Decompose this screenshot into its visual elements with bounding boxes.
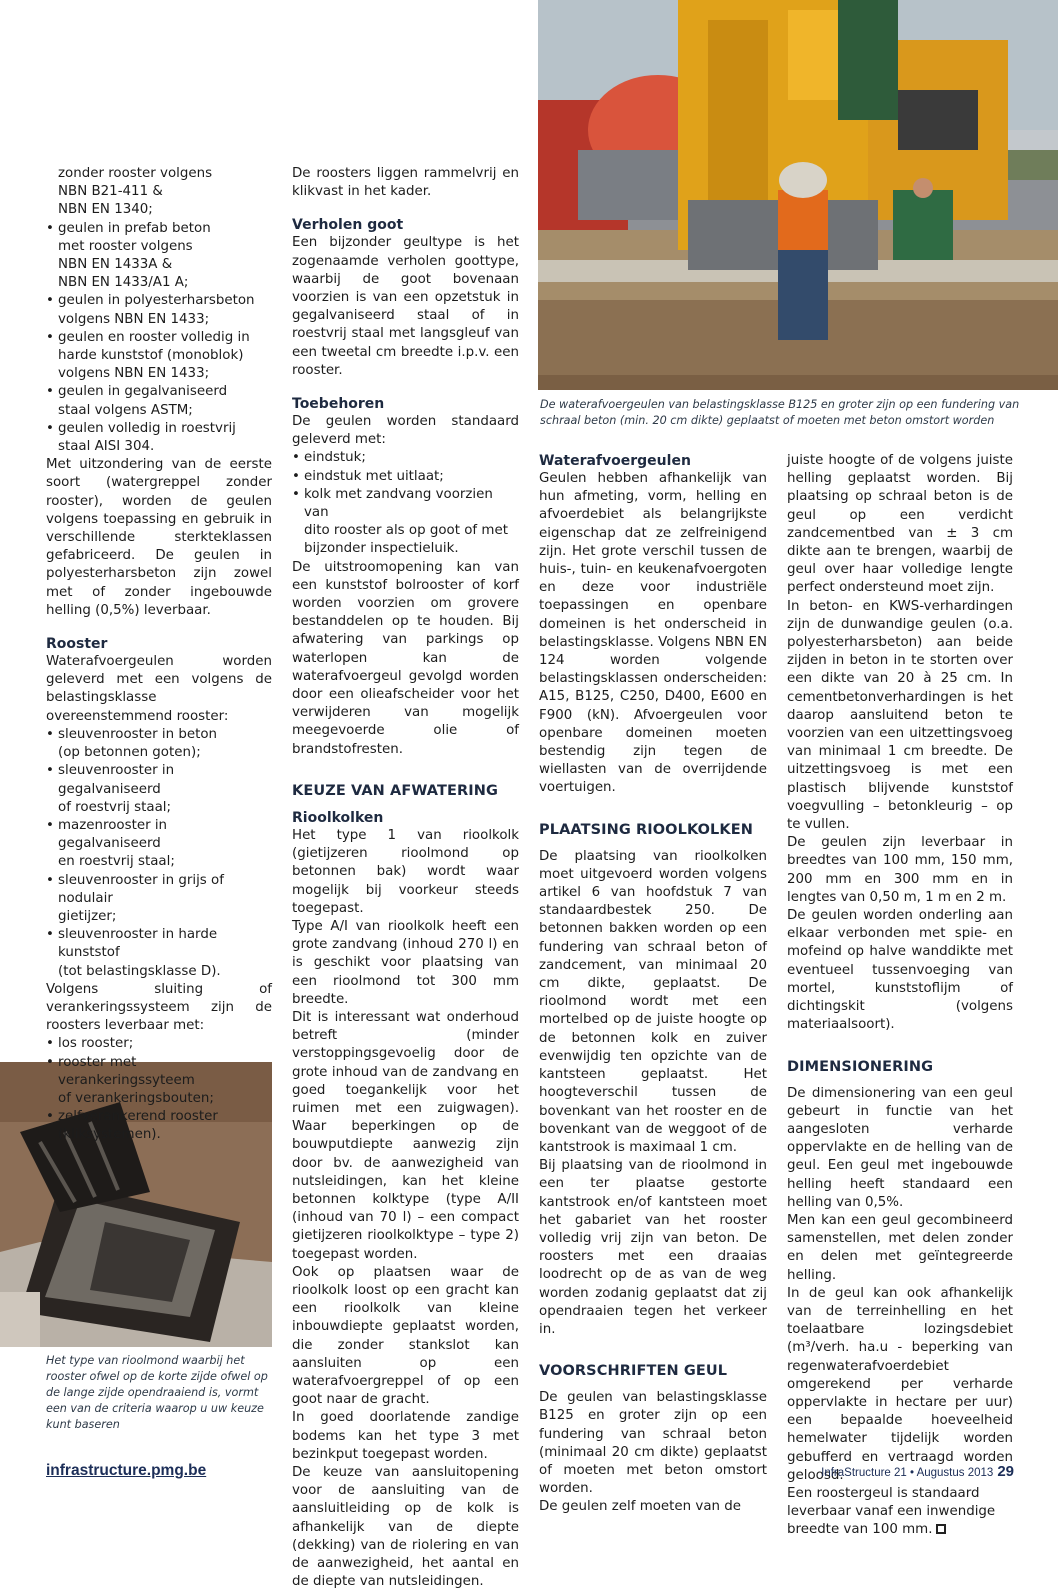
list-item: • sleuvenrooster in gegalvaniseerd of roestvrij staal;: [46, 762, 272, 817]
website-link[interactable]: infrastructure.pmg.be: [46, 1462, 207, 1479]
body-paragraph: In beton- en KWS-verhardingen zijn de dunwandige geulen (o.a. polyesterharsbeton) aan beide zijden in beton in te storten over een dikte van 20 à 25 cm. In cementbetonverhardingen is het daarop aansluitend beton te voorzien van een uitzettingsvoeg van minimaal 1 cm breedte. De uitzettingsvoeg is met een plastisch blijvende kunststof voegvulling – betonkleurig – op te vullen.: [787, 598, 1013, 833]
list-item: • geulen in prefab beton met rooster volgens NBN EN 1433A & NBN EN 1433/A1 A;: [46, 220, 272, 293]
body-paragraph: De dimensionering van een geul gebeurt in functie van het aangesloten verharde oppervlakte en de helling van de geul. Een geul met ingebouwde helling heeft standaard een helling van 0,5%.: [787, 1085, 1013, 1210]
issue-label: InfraStructure 21 • Augustus 2013: [821, 1467, 994, 1479]
product-list: [46, 220, 272, 457]
list-item: • eindstuk met uitlaat;: [292, 468, 519, 486]
column-1: [46, 165, 272, 1145]
list-item: • sleuvenrooster in harde kunststof (tot belastingsklasse D).: [46, 926, 272, 981]
list-item: • geulen en rooster volledig in harde kunststof (monoblok) volgens NBN EN 1433;: [46, 329, 272, 384]
list-item: • geulen in polyesterharsbeton volgens NBN EN 1433;: [46, 292, 272, 328]
list-item: • kolk met zandvang voorzien van dito rooster als op goot of met bijzonder inspectieluik.: [292, 486, 519, 559]
rooster-list: [46, 726, 272, 981]
body-paragraph: juiste hoogte of de volgens juiste helling geplaatst worden. Bij plaatsing op schraal beton is de geul op een verdicht zandcementbed van ± 3 cm dikte aan te brengen, waarbij de geul over haar volledige lengte perfect ondersteund moet zijn.: [787, 453, 1013, 596]
photo-caption-top: De waterafvoergeulen van belastingsklasse B125 en groter zijn op een fundering van schraal beton (min. 20 cm dikte) geplaatst of moeten met beton omstort worden: [540, 398, 1020, 427]
list-item: • sleuvenrooster in grijs of nodulair gietijzer;: [46, 872, 272, 927]
section-heading-rooster: Rooster: [46, 636, 108, 653]
sluiting-list: [46, 1035, 272, 1144]
text-line: zonder rooster volgens: [58, 166, 213, 181]
column-3: [539, 452, 767, 1517]
body-paragraph: De geulen worden standaard geleverd met:: [292, 414, 519, 448]
body-paragraph: Dit is interessant wat onderhoud betreft (minder verstoppingsgevoelig door de grote inhoud van de zandvang en goed toegankelijk voor het ruimen met een zuigwagen). Waar beperkingen op de bouwputdiepte aanwezig zijn door bv. de aanwezigheid van nutsleidingen, kan het kleine betonnen kolktype (type A/II (inhoud van 70 l) – een compact gietijzeren rioolkolktype – type 2) toegepast worden.: [292, 1009, 519, 1262]
body-paragraph: De geulen van belastingsklasse B125 en groter zijn op een fundering van schraal beton (minimaal 20 cm dikte) geplaatst of moeten met beton omstort worden.: [539, 1390, 767, 1497]
photo-caption-bottom: Het type van rioolmond waarbij het rooster ofwel op de korte zijde ofwel op de lange zijde opendraaiend is, vormt een van de criteria waarop u uw keuze kunt baseren: [46, 1354, 268, 1431]
body-paragraph: Waterafvoergeulen worden geleverd met een volgens de belastingsklasse overeenstemmend rooster:: [46, 654, 272, 724]
section-heading-dimensionering: DIMENSIONERING: [787, 1058, 934, 1075]
section-heading-keuze-van-afwatering: KEUZE VAN AFWATERING: [292, 782, 498, 799]
body-paragraph: Ook op plaatsen waar de rioolkolk loost op een gracht kan een rioolkolk van kleine inbouwdiepte geplaatst worden, die zonder stankslot kan aansluiten op een waterafvoergreppel of op een goot naar de gracht.: [292, 1264, 519, 1408]
body-text: Een roostergeul is standaard leverbaar vanaf een inwendige breedte van 100 mm.: [787, 1485, 996, 1538]
end-mark-icon: [936, 1524, 946, 1534]
body-paragraph: Volgens sluiting of verankeringssysteem zijn de roosters leverbaar met:: [46, 981, 272, 1034]
body-paragraph: Een bijzonder geultype is het zogenaamde verholen goottype, waarbij de goot bovenaan voorzien is van een opzetstuk in gegalvaniseerd staal of in roestvrij staal met langsgleuf van een tweetal cm breedte i.p.v. een rooster.: [292, 235, 519, 378]
body-paragraph: Type A/I van rioolkolk heeft een grote zandvang (inhoud 270 l) en is geschikt voor plaatsing van een rioolmond tot 300 mm breedte.: [292, 918, 519, 1007]
page-footer: [821, 1463, 1014, 1480]
list-item: • zelfverankerend rooster (kliksystemen).: [46, 1108, 272, 1144]
body-paragraph: In goed doorlatende zandige bodems kan het type 3 met bezinkput toegepast worden.: [292, 1410, 519, 1462]
body-paragraph: De plaatsing van rioolkolken moet uitgevoerd worden volgens artikel 6 van hoofdstuk 7 van standaardbestek 250. De betonnen bakken worden op een fundering van schraal beton of zandcement, van minimaal 20 cm dikte, geplaatst. De rioolmond wordt met een mortelbed op de juiste hoogte op de betonnen kolk en zuiver evenwijdig ten opzichte van de kantsteen geplaatst. Het hoogteverschil tussen de bovenkant van het rooster en de bovenkant van de weggoot of de kantstrook is maximaal 1 cm.: [539, 848, 767, 1155]
list-item: • geulen volledig in roestvrij staal AISI 304.: [46, 420, 272, 456]
section-heading-toebehoren: Toebehoren: [292, 396, 385, 413]
body-paragraph: Het type 1 van rioolkolk (gietijzeren rioolmond op betonnen bak) wordt waar mogelijk bij voorkeur steeds toegepast.: [292, 827, 519, 916]
body-paragraph: In de geul kan ook afhankelijk van de terreinhelling en het toelaatbare lozingsdebiet (m³/verh. ha.u - beperking van regenwaterafvoerdebiet omgerekend per verharde oppervlakte in hectare per uur) een bepaalde hoeveelheid hemelwater tijdelijk worden gebufferd en vertraagd worden geloosd.: [787, 1285, 1013, 1483]
list-item: • mazenrooster in gegalvaniseerd en roestvrij staal;: [46, 817, 272, 872]
list-item: • eindstuk;: [292, 449, 519, 467]
construction-photo: [538, 0, 1058, 390]
section-heading-plaatsing-rioolkolken: PLAATSING RIOOLKOLKEN: [539, 821, 753, 838]
section-heading-verholen-goot: Verholen goot: [292, 217, 404, 234]
page-number: 29: [997, 1463, 1014, 1480]
section-heading-rioolkolken: Rioolkolken: [292, 809, 384, 826]
text-line: NBN EN 1340;: [58, 202, 153, 218]
body-paragraph: Met uitzondering van de eerste soort (watergreppel zonder rooster), worden de geulen volgens toepassing en gebruik in verschillende sterkteklassen gefabriceerd. De geulen in polyesterharsbeton zijn zowel met of zonder ingebouwde helling (0,5%) leverbaar.: [46, 457, 272, 618]
body-paragraph: De roosters liggen rammelvrij en klikvast in het kader.: [292, 166, 519, 200]
body-paragraph: De geulen zelf moeten van de: [539, 1499, 742, 1515]
body-paragraph: De keuze van aansluitopening voor de aansluiting van de aansluitleiding op de kolk is afhankelijk van de diepte (dekking) van de riolering en van de aanwezigheid, het aantal en de diepte van nutsleidingen.: [292, 1465, 519, 1590]
body-paragraph: Bij plaatsing van de rioolmond in een ter plaatse gestorte kantstrook en/of kantsteen moet het gabariet van het rooster volledig vrij zijn van beton. De roosters met een draaias loodrecht op de as van de weg worden zodanig geplaatst dat zij opendraaien tegen het verkeer in.: [539, 1158, 767, 1337]
list-item: • rooster met verankeringssyteem of verankeringsbouten;: [46, 1054, 272, 1109]
body-paragraph: De uitstroomopening kan van een kunststof bolrooster of korf worden voorzien om grovere bestanddelen op te houden. Bij afwatering van parkings op waterlopen kan de waterafvoergeul gevolgd worden door een olieafscheider voor het verwijderen van mogelijk meegevoerde olie of brandstofresten.: [292, 559, 519, 757]
toebehoren-list: [292, 449, 519, 558]
list-item: • geulen in gegalvaniseerd staal volgens ASTM;: [46, 383, 272, 419]
body-paragraph: [787, 1485, 1013, 1540]
body-paragraph: Men kan een geul gecombineerd samenstellen, met delen zonder en delen met geïntegreerde helling.: [787, 1212, 1013, 1283]
body-paragraph: De geulen worden onderling aan elkaar verbonden met spie- en mofeind op halve wanddikte met eventueel tussenvoeging van mortel, kunststoflijm of dichtingskit (volgens materiaalsoort).: [787, 908, 1013, 1033]
text-line: NBN B21-411 &: [58, 184, 163, 200]
list-item: • sleuvenrooster in beton (op betonnen goten);: [46, 726, 272, 762]
list-item: • los rooster;: [46, 1035, 272, 1053]
body-paragraph: Geulen hebben afhankelijk van hun afmeting, vorm, helling en afvoerdebiet als belangrijkste eigenschap dat ze zelfreinigend zijn. Het grote verschil tussen de huis-, tuin- en keukenafvoergoten en deze voor industriële toepassingen en openbare domeinen is het onderscheid in belastingsklasse. Volgens NBN EN 124 worden volgende belastingsklassen onderscheiden: A15, B125, C250, D400, E600 en F900 (kN). Afvoergeulen voor openbare domeinen moeten bestendig zijn tegen de wiellasten van de overrijdende voertuigen.: [539, 471, 767, 796]
column-4: [787, 452, 1013, 1540]
column-2: [292, 165, 519, 1591]
section-heading-voorschriften-geul: VOORSCHRIFTEN GEUL: [539, 1363, 728, 1380]
body-paragraph: De geulen zijn leverbaar in breedtes van 100 mm, 150 mm, 200 mm en 300 mm en in lengtes van 0,50 m, 1 m en 2 m.: [787, 835, 1013, 905]
section-heading-waterafvoergeulen: Waterafvoergeulen: [539, 453, 691, 469]
